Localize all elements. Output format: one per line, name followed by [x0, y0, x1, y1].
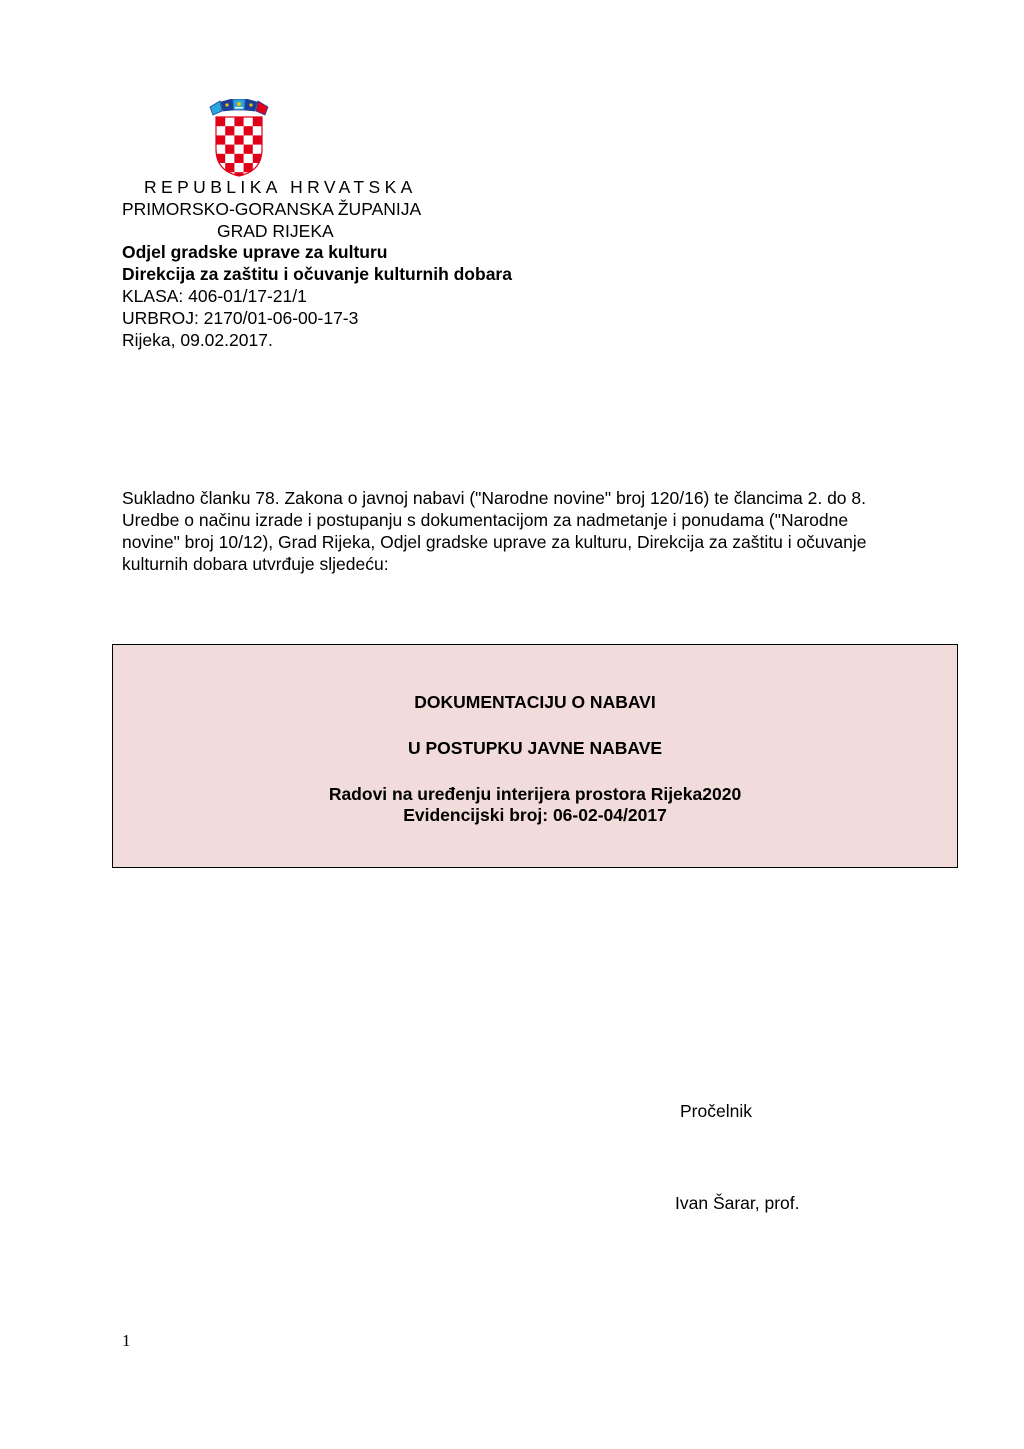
intro-line: Sukladno članku 78. Zakona o javnoj nabavi ("Narodne novine" broj 120/16) te člancima 2. do 8.: [122, 488, 866, 508]
intro-line: Uredbe o načinu izrade i postupanju s dokumentacijom za nadmetanje i ponudama ("Narodne: [122, 510, 849, 530]
document-title: DOKUMENTACIJU O NABAVI: [414, 692, 656, 712]
croatian-coat-of-arms-icon: [208, 99, 270, 177]
header-urbroj: URBROJ: 2170/01-06-00-17-3: [122, 308, 359, 328]
header-direkcija: Direkcija za zaštitu i očuvanje kulturnih dobara: [122, 264, 512, 284]
subject-title: Radovi na uređenju interijera prostora Rijeka2020: [328, 784, 742, 804]
title-box: [112, 644, 958, 868]
header-date: Rijeka, 09.02.2017.: [122, 330, 273, 350]
header-republika: REPUBLIKA HRVATSKA: [144, 177, 417, 197]
procedure-title: U POSTUPKU JAVNE NABAVE: [407, 738, 663, 758]
page-number: 1: [122, 1331, 131, 1350]
intro-paragraph: [122, 487, 942, 575]
header-odjel: Odjel gradske uprave za kulturu: [122, 242, 388, 262]
signature-name: Ivan Šarar, prof.: [675, 1193, 800, 1213]
intro-line: novine" broj 10/12), Grad Rijeka, Odjel gradske uprave za kulturu, Direkcija za zaštitu i očuvanje: [122, 532, 867, 552]
intro-line: kulturnih dobara utvrđuje sljedeću:: [122, 554, 389, 574]
header-zupanija: PRIMORSKO-GORANSKA ŽUPANIJA: [122, 199, 422, 219]
evidence-number: Evidencijski broj: 06-02-04/2017: [403, 805, 667, 825]
crown: [210, 99, 268, 115]
header-grad: GRAD RIJEKA: [217, 221, 334, 241]
header-klasa: KLASA: 406-01/17-21/1: [122, 286, 307, 306]
signature-role: Pročelnik: [680, 1101, 752, 1121]
